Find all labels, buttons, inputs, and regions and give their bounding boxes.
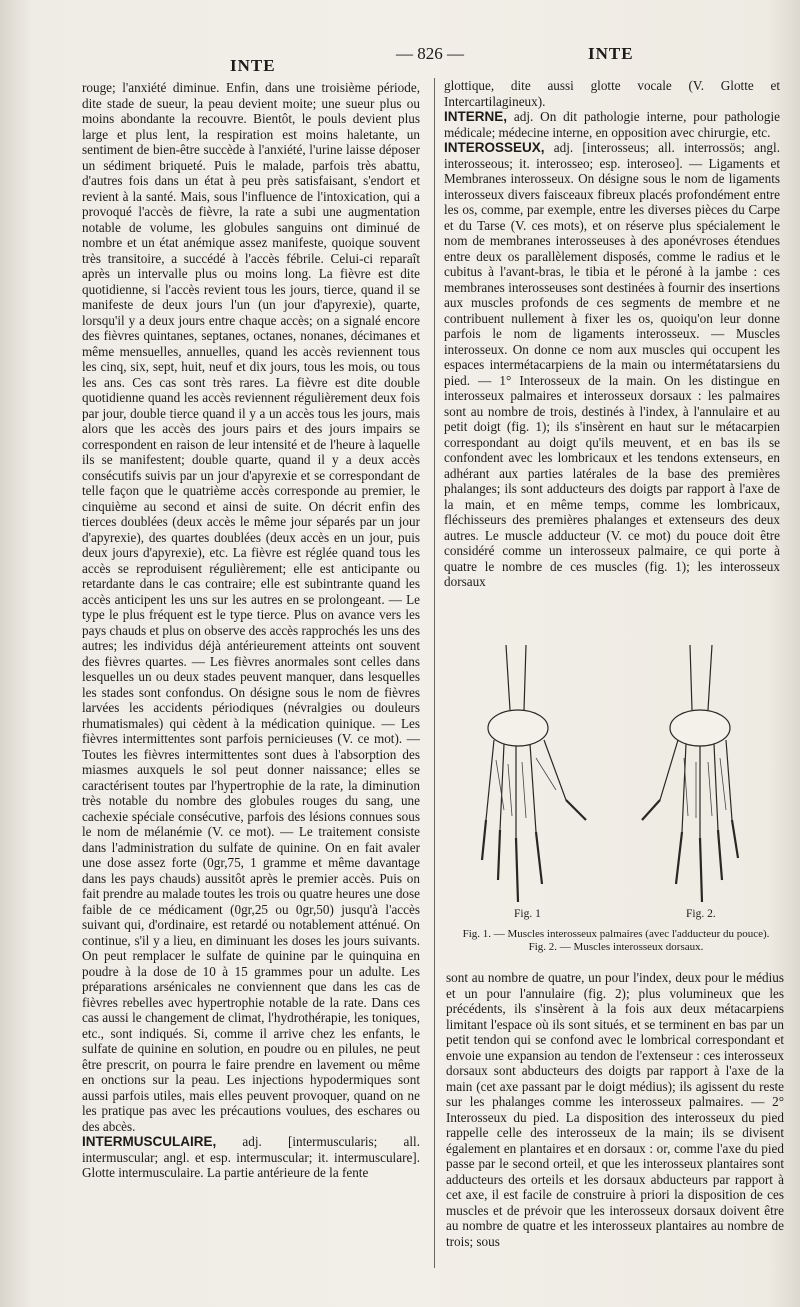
entry-head-interosseux: INTEROSSEUX, [444,140,545,155]
dorsaux-paragraph: sont au nombre de quatre, un pour l'index, deux pour le médius et un pour l'annulaire (fig. 2); plus volumineux que les précédents, ils s'insèrent à la fois aux deux métacarpiens limitant l'espace où ils sont situés, et se terminent en bas par un petit tendon qui se confond avec le lombrical correspondant et envoie une expansion au tendon de l'extenseur : ces interosseux dorsaux sont abducteurs des doigts par rapport à l'axe de la main (cet axe passant par le doigt médius); ils agissent du reste sur les phalanges comme les interosseux palmaires. — 2° Interosseux du pied. La disposition des interosseux du pied rappelle celle des interosseux de la main; ils se divisent également en plantaires et en dorsaux : or, comme l'axe du pied passe par le second orteil, et que les interosseux plantaires sont adducteurs des orteils et les dorsaux abducteurs par rapport à cet axe, il est facile de construire à priori la disposition de ces muscles et de prévoir que les interosseux dorsaux doivent être au nombre de quatre et les interosseux plantaires au nombre de trois; sous [446,970,784,1249]
right-column-bottom [446,970,784,1270]
fig2-hand [642,645,738,902]
figure-labels [446,908,786,928]
entry-intermusculaire [82,1134,420,1181]
entry-text-interosseux: adj. [interosseus; all. interrossös; angl. interosseous; it. interosseo; esp. interoseo]. — Ligaments et Membranes interosseux. On désigne sous le nom de ligaments interosseux divers faisceaux fibreux placés profondément entre les os, comme, par exemple, entre les diverses pièces du Carpe et du Tarse (V. ces mots), et on réserve plus spécialement le nom de membranes interosseuses à des aponévroses étendues entre deux os parallèlement disposés, comme le radius et le cubitus à l'avant-bras, le tibia et le péroné à la jambe : ces membranes interosseuses sont destinées à fournir des insertions aux muscles profonds de ces segments de membre et ne contribuent nullement à fixer les os, quoiqu'on leur donne parfois le nom de ligaments interosseux. — Muscles interosseux. On donne ce nom aux muscles qui occupent les espaces intermétacarpiens de la main ou intermétatarsiens du pied. — 1° Interosseux de la main. On les distingue en interosseux palmaires et interosseux dorsaux : les palmaires sont au nombre de trois, destinés à l'index, à l'annulaire et au petit doigt (fig. 1); ils s'insèrent en haut sur le métacarpien correspondant au doigt qu'ils meuvent, et en bas ils se confondent avec les lombricaux et les tendons extenseurs, en adhérant aux parties latérales de la base des premières phalanges; ils sont adducteurs des doigts par rapport à l'axe de la main, et en même temps, comme les lombricaux, fléchisseurs des premières phalanges et extenseurs des deux autres. Le muscle adducteur (V. ce mot) du pouce doit être considéré comme un interosseux palmaire, ce qui porte à quatre le nombre de ces muscles (fig. 1); les interosseux dorsaux [444,140,780,589]
entry-text-interne: adj. On dit pathologie interne, pour pathologie médicale; médecine interne, en opposition avec chirurgie, etc. [444,109,780,140]
header-left-term: INTE [230,56,276,75]
fig1-hand [482,645,586,902]
glottique-paragraph: glottique, dite aussi glotte vocale (V. Glotte et Intercartilagineux). [444,78,780,109]
header-right-term: INTE [588,44,634,63]
fig1-label: Fig. 1 [514,908,541,920]
fever-paragraph: rouge; l'anxiété diminue. Enfin, dans une troisième période, dite stade de sueur, la peau devient moite; une sueur plus ou moins abondante la recouvre. Bientôt, le pouls devient plus large et plus lent, la respiration est moins haletante, un sentiment de bien-être succède à l'anxiété, l'urine laisse déposer un sédiment briqueté. Puis le malade, parfois très abattu, d'autres fois dans un état à peu près satisfaisant, s'endort et revient à la santé. Mais, sous l'influence de l'intoxication, qui a provoqué l'accès de fièvre, la rate a subi une augmentation notable de volume, les globules sanguins ont diminué de nombre et un état anémique assez manifeste, quoique souvent très transitoire, a succédé à l'accès fébrile. Celui-ci reparaît après un intervalle plus ou moins long. La fièvre est dite quotidienne, si l'accès revient tous les jours, tierce, quand il se manifeste de deux jours l'un (un jour d'apyrexie), quarte, lorsqu'il y a deux jours entre chaque accès; on a signalé encore des fièvres quintanes, septanes, octanes, nonanes, décimanes et même mensuelles, annuelles, quand les accès reviennent tous les cinq, six, sept, huit, neuf et dix jours, tous les mois, ou tous les ans. Ces cas sont très rares. La fièvre est dite double quotidienne quand les accès reviennent régulièrement deux fois par jour, double tierce quand il y a un accès tous les jours, mais alors que les accès des jours pairs et des jours impairs se correspondent en raison de leur intensité et de l'heure à laquelle ils se manifestent; double quarte, quand il y a deux accès consécutifs suivis par un jour d'apyrexie et se correspondant de telle façon que le quatrième accès corresponde au premier, le cinquième au second et ainsi de suite. On décrit enfin des tierces doublées (deux accès le même jour séparés par un jour d'apyrexie), des quartes doublées (deux accès en un jour, puis deux jours d'apyrexie), etc. La fièvre est réglée quand tous les accès se reproduisent régulièrement; elle est anticipante ou retardante dans le cas contraire; elle est subintrante quand les accès anticipent les uns sur les autres en se prolongeant. — Le type le plus fréquent est le type tierce. Plus on avance vers les pays chauds et plus on observe des accès rapprochés les uns des autres; les individus déjà antérieurement atteints ont souvent des fièvres quartes. — Les fièvres anormales sont celles dans lesquelles un ou deux stades peuvent manquer, dans lesquelles les stades sont confondus. On désigne sous le nom de fièvres larvées les accidents périodiques (névralgies ou douleurs rhumatismales) qui cèdent à la médication quinique. — Les fièvres intermittentes sont parfois pernicieuses (V. ce mot). — Toutes les fièvres intermittentes sont dues à l'absorption des miasmes auxquels le sol peut donner naissance; elles se caractérisent toutes par l'hypertrophie de la rate, la diminution très notable du nombre des globules rouges du sang, une cachexie spéciale consécutive, parfois des lésions connues sous le nom de mélanémie (V. ce mot). — Le traitement consiste dans l'administration du sulfate de quinine. On en fait avaler une dose assez forte (0gr,75, 1 gramme et même davantage dans les pays chauds) aussitôt après le premier accès. Puis on fait prendre au malade toutes les trois ou quatre heures une dose faible de ce médicament (0gr,25 ou 0gr,50) jusqu'à l'accès suivant qui, d'ordinaire, est retardé ou notablement atténué. On continue, s'il y a lieu, en diminuant les doses les jours suivants. On peut remplacer le sulfate de quinine par le quinquina en poudre à la dose de 10 à 15 grammes pour un adulte. Les préparations arsénicales ne conviennent que dans les cas de fièvres rebelles avec hypertrophie notable de la rate. Dans ces cas aussi le changement de climat, l'hydrothérapie, les toniques, etc., sont indiqués. Si, comme il arrive chez les enfants, le sulfate de quinine en solution, en poudre ou en pilules, ne peut être prescrit, on pourra le faire prendre en lavement ou même en onctions sur la peau. Les injections hypodermiques sont aussi parfois utiles, mais elles peuvent provoquer, quand on ne les pratique pas avec les précautions voulues, des eschares ou des abcès. [82,80,420,1134]
figure-caption [446,928,786,964]
hand-skeleton-illustration [446,640,786,915]
entry-interosseux [444,140,780,590]
page-number: — 826 — [396,44,464,63]
entry-interne [444,109,780,140]
right-column-top [444,78,780,638]
column-divider [434,78,435,1268]
running-header [0,44,800,78]
left-column [82,80,420,1270]
caption-fig2: Fig. 2. — Muscles interosseux dorsaux. [528,941,704,953]
entry-text-intermusculaire: adj. [intermuscularis; all. intermuscular; angl. et esp. intermuscular; it. intermusculare]. Glotte intermusculaire. La partie antérieure de la fente [82,1134,420,1180]
fig2-label: Fig. 2. [686,908,716,920]
entry-head-interne: INTERNE, [444,109,508,124]
caption-fig1: Fig. 1. — Muscles interosseux palmaires (avec l'adducteur du pouce). [462,928,770,940]
entry-head-intermusculaire: INTERMUSCULAIRE, [82,1134,217,1149]
